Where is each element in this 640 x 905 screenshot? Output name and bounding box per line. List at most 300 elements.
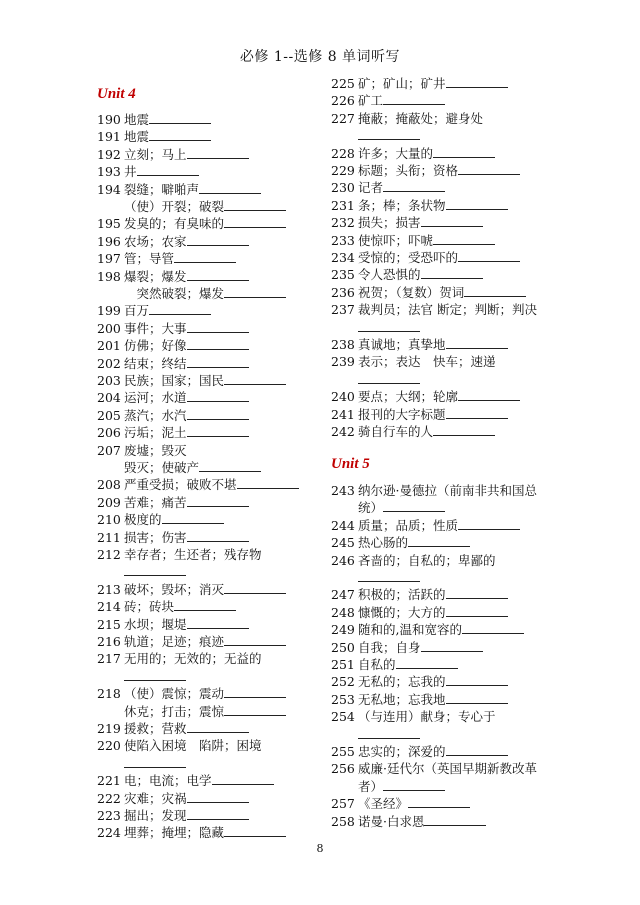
entry-meaning: 农场；农家 bbox=[124, 233, 187, 249]
entry-meaning: 破坏；毁坏；消灭 bbox=[124, 581, 225, 597]
vocab-entry bbox=[97, 617, 249, 632]
entry-number: 240 bbox=[331, 389, 355, 405]
answer-blank[interactable] bbox=[358, 570, 420, 582]
entry-meaning: 幸存者；生还者；残存物 bbox=[124, 547, 262, 562]
vocab-entry bbox=[97, 443, 187, 458]
entry-number: 230 bbox=[331, 180, 355, 196]
entry-meaning: 事件；大事 bbox=[124, 320, 187, 336]
entry-number: 254 bbox=[331, 709, 355, 725]
entry-meaning: 记者 bbox=[358, 180, 384, 196]
entry-number: 252 bbox=[331, 674, 355, 690]
vocab-entry bbox=[331, 146, 495, 161]
answer-blank[interactable] bbox=[446, 407, 508, 419]
entry-meaning: 埋葬；掩埋；隐藏 bbox=[124, 825, 225, 841]
vocab-entry bbox=[97, 634, 286, 649]
page-title: 必修 1--选修 8 单词听写 bbox=[239, 49, 401, 65]
answer-blank[interactable] bbox=[187, 321, 249, 333]
page-number: 8 bbox=[316, 842, 324, 855]
entry-meaning: 使惊吓；吓唬 bbox=[358, 232, 434, 248]
entry-number: 245 bbox=[331, 535, 355, 551]
answer-blank[interactable] bbox=[446, 744, 508, 756]
vocab-entry bbox=[331, 640, 483, 655]
entry-number: 247 bbox=[331, 587, 355, 603]
vocab-entry bbox=[331, 553, 496, 568]
vocab-entry bbox=[97, 721, 249, 736]
entry-number: 223 bbox=[97, 808, 121, 823]
entry-meaning: 井 bbox=[124, 164, 137, 180]
entry-meaning: 使陷入困境 陷阱；困境 bbox=[124, 738, 262, 754]
entry-meaning: 污垢；泥土 bbox=[124, 425, 187, 441]
entry-number: 246 bbox=[331, 552, 355, 568]
vocab-entry bbox=[97, 286, 286, 301]
vocab-entry bbox=[331, 570, 420, 585]
vocab-entry bbox=[331, 727, 420, 742]
answer-blank[interactable] bbox=[187, 721, 249, 733]
entry-meaning: 运河；水道 bbox=[124, 390, 187, 406]
entry-meaning: 裁判员；法官 断定；判断；判决 bbox=[358, 302, 537, 318]
answer-blank[interactable] bbox=[433, 146, 495, 158]
entry-number: 224 bbox=[97, 825, 121, 841]
answer-blank[interactable] bbox=[424, 814, 486, 826]
vocab-entry bbox=[97, 495, 249, 510]
vocab-entry bbox=[97, 477, 299, 492]
entry-number: 217 bbox=[97, 651, 121, 667]
entry-meaning: 条；棒；条状物 bbox=[358, 197, 446, 213]
entry-number: 229 bbox=[331, 163, 355, 178]
answer-blank[interactable] bbox=[162, 512, 224, 524]
entry-number: 209 bbox=[97, 494, 121, 510]
answer-blank[interactable] bbox=[187, 808, 249, 820]
entry-number: 234 bbox=[331, 250, 355, 265]
entry-meaning: 民族；国家；国民 bbox=[124, 373, 225, 388]
vocab-entry bbox=[97, 704, 286, 719]
entry-number: 207 bbox=[97, 442, 121, 458]
vocab-entry bbox=[97, 234, 249, 249]
entry-number: 192 bbox=[97, 146, 121, 162]
vocab-entry bbox=[331, 500, 445, 515]
entry-meaning: 吝啬的；自私的；卑鄙的 bbox=[358, 552, 496, 568]
answer-blank[interactable] bbox=[433, 424, 495, 436]
answer-blank[interactable] bbox=[446, 337, 508, 349]
vocab-entry bbox=[331, 744, 508, 759]
entry-number: 211 bbox=[97, 529, 121, 545]
entry-meaning: 忠实的；深爱的 bbox=[358, 744, 446, 759]
answer-blank[interactable] bbox=[187, 530, 249, 542]
answer-blank[interactable] bbox=[224, 199, 286, 211]
entry-number: 250 bbox=[331, 639, 355, 655]
answer-blank[interactable] bbox=[446, 587, 508, 599]
vocab-entry bbox=[97, 791, 249, 806]
answer-blank[interactable] bbox=[224, 686, 286, 698]
entry-meaning: （与连用）献身；专心于 bbox=[358, 709, 496, 725]
vocab-entry bbox=[97, 112, 211, 127]
answer-blank[interactable] bbox=[421, 267, 483, 279]
entry-number: 255 bbox=[331, 744, 355, 759]
answer-blank[interactable] bbox=[446, 674, 508, 686]
unit-heading: Unit 4 bbox=[97, 86, 136, 102]
vocab-entry bbox=[97, 808, 249, 823]
answer-blank[interactable] bbox=[358, 372, 420, 384]
answer-blank[interactable] bbox=[212, 773, 274, 785]
entry-number: 208 bbox=[97, 477, 121, 493]
answer-blank[interactable] bbox=[358, 128, 420, 140]
answer-blank[interactable] bbox=[187, 408, 249, 420]
vocab-entry bbox=[97, 199, 286, 214]
entry-meaning: 裂缝；噼啪声 bbox=[124, 181, 200, 197]
entry-number: 201 bbox=[97, 338, 121, 354]
entry-number: 244 bbox=[331, 517, 355, 533]
entry-number: 248 bbox=[331, 604, 355, 620]
entry-number: 242 bbox=[331, 424, 355, 439]
entry-meaning: 突然破裂；爆发 bbox=[124, 286, 225, 301]
vocab-entry bbox=[331, 320, 420, 335]
entry-meaning: 掩蔽；掩蔽处；避身处 bbox=[358, 110, 484, 126]
vocab-entry bbox=[331, 163, 520, 178]
entry-meaning: 纳尔逊·曼德拉（前南非共和国总 bbox=[358, 483, 537, 498]
answer-blank[interactable] bbox=[224, 704, 286, 716]
entry-number: 227 bbox=[331, 110, 355, 126]
entry-meaning: 百万 bbox=[124, 303, 150, 319]
entry-number: 214 bbox=[97, 599, 121, 615]
entry-meaning: 报刊的大字标题 bbox=[358, 406, 446, 422]
entry-meaning: 矿；矿山；矿井 bbox=[358, 76, 446, 91]
answer-blank[interactable] bbox=[187, 234, 249, 246]
entry-number: 231 bbox=[331, 197, 355, 213]
answer-blank[interactable] bbox=[124, 756, 186, 768]
entry-meaning: （使）开裂；破裂 bbox=[124, 199, 225, 214]
vocab-entry bbox=[331, 814, 486, 829]
entry-number: 228 bbox=[331, 145, 355, 161]
entry-number: 196 bbox=[97, 233, 121, 249]
vocab-entry bbox=[331, 302, 537, 317]
vocab-entry bbox=[97, 460, 261, 475]
vocab-entry bbox=[331, 337, 508, 352]
vocab-entry bbox=[97, 303, 211, 318]
entry-number: 222 bbox=[97, 790, 121, 806]
entry-meaning: 苦难；痛苦 bbox=[124, 494, 187, 510]
answer-blank[interactable] bbox=[383, 779, 445, 791]
vocab-entry bbox=[331, 709, 496, 724]
entry-number: 195 bbox=[97, 216, 121, 232]
answer-blank[interactable] bbox=[464, 285, 526, 297]
answer-blank[interactable] bbox=[187, 356, 249, 368]
answer-blank[interactable] bbox=[149, 112, 211, 124]
answer-blank[interactable] bbox=[187, 390, 249, 402]
entry-meaning: （使）震惊；震动 bbox=[124, 686, 225, 702]
entry-number: 213 bbox=[97, 581, 121, 597]
entry-number: 220 bbox=[97, 738, 121, 754]
answer-blank[interactable] bbox=[396, 657, 458, 669]
entry-meaning: 随和的,温和宽容的 bbox=[358, 622, 462, 638]
entry-number: 226 bbox=[331, 93, 355, 109]
entry-number: 212 bbox=[97, 547, 121, 562]
answer-blank[interactable] bbox=[124, 564, 186, 576]
answer-blank[interactable] bbox=[224, 373, 286, 385]
unit-heading: Unit 5 bbox=[331, 456, 370, 472]
vocab-entry bbox=[97, 321, 249, 336]
vocab-entry bbox=[331, 796, 470, 811]
entry-number: 193 bbox=[97, 164, 121, 180]
vocab-entry bbox=[97, 669, 186, 684]
entry-meaning: 骑自行车的人 bbox=[358, 424, 434, 439]
answer-blank[interactable] bbox=[199, 182, 261, 194]
vocab-entry bbox=[97, 251, 236, 266]
vocab-entry bbox=[97, 269, 249, 284]
entry-meaning: 损害；伤害 bbox=[124, 529, 187, 545]
entry-meaning: 极度的 bbox=[124, 512, 162, 528]
entry-meaning: 掘出；发现 bbox=[124, 808, 187, 823]
vocab-entry bbox=[97, 147, 249, 162]
entry-number: 243 bbox=[331, 483, 355, 498]
vocab-entry bbox=[97, 686, 286, 701]
answer-blank[interactable] bbox=[383, 500, 445, 512]
vocab-entry bbox=[97, 738, 262, 753]
vocab-entry bbox=[331, 779, 445, 794]
vocab-entry bbox=[331, 76, 508, 91]
vocab-entry bbox=[97, 356, 249, 371]
vocab-entry bbox=[331, 267, 483, 282]
entry-meaning: 矿工 bbox=[358, 93, 384, 109]
answer-blank[interactable] bbox=[174, 251, 236, 263]
vocab-entry bbox=[331, 354, 496, 369]
answer-blank[interactable] bbox=[408, 535, 470, 547]
answer-blank[interactable] bbox=[408, 796, 470, 808]
answer-blank[interactable] bbox=[224, 634, 286, 646]
entry-meaning: 严重受损；破败不堪 bbox=[124, 477, 237, 493]
vocab-entry bbox=[97, 338, 249, 353]
answer-blank[interactable] bbox=[446, 692, 508, 704]
vocab-entry bbox=[331, 657, 458, 672]
vocab-entry bbox=[331, 587, 508, 602]
entry-meaning: 诺曼·白求恩 bbox=[358, 813, 425, 829]
entry-number: 191 bbox=[97, 129, 121, 145]
vocab-entry bbox=[331, 111, 483, 126]
answer-blank[interactable] bbox=[224, 582, 286, 594]
answer-blank[interactable] bbox=[446, 76, 508, 88]
vocab-entry bbox=[97, 582, 286, 597]
entry-meaning: 标题；头衔；资格 bbox=[358, 163, 459, 178]
vocab-entry bbox=[97, 599, 236, 614]
entry-number: 215 bbox=[97, 616, 121, 632]
entry-meaning: 电；电流；电学 bbox=[124, 773, 212, 789]
vocab-entry bbox=[97, 425, 249, 440]
vocab-entry bbox=[331, 535, 470, 550]
answer-blank[interactable] bbox=[358, 727, 420, 739]
entry-meaning: 自我；自身 bbox=[358, 639, 421, 655]
entry-meaning: 祝贺；（复数）贺词 bbox=[358, 284, 465, 300]
entry-meaning: 轨道；足迹；痕迹 bbox=[124, 634, 225, 649]
entry-meaning: 要点；大纲；轮廓 bbox=[358, 389, 459, 405]
entry-meaning: 援救；营救 bbox=[124, 721, 187, 736]
vocab-entry bbox=[97, 756, 186, 771]
vocab-entry bbox=[97, 129, 211, 144]
entry-meaning: 表示；表达 快车；速递 bbox=[358, 354, 496, 370]
answer-blank[interactable] bbox=[358, 320, 420, 332]
entry-number: 225 bbox=[331, 76, 355, 91]
vocab-entry bbox=[331, 250, 520, 265]
entry-number: 219 bbox=[97, 721, 121, 736]
vocab-entry bbox=[331, 233, 495, 248]
entry-meaning: 统） bbox=[358, 500, 384, 516]
entry-number: 190 bbox=[97, 112, 121, 127]
answer-blank[interactable] bbox=[458, 389, 520, 401]
answer-blank[interactable] bbox=[237, 477, 299, 489]
answer-blank[interactable] bbox=[224, 216, 286, 228]
answer-blank[interactable] bbox=[383, 93, 445, 105]
vocab-entry bbox=[331, 605, 508, 620]
entry-meaning: 自私的 bbox=[358, 657, 396, 672]
entry-meaning: 结束；终结 bbox=[124, 355, 187, 371]
vocab-entry bbox=[331, 198, 508, 213]
answer-blank[interactable] bbox=[187, 147, 249, 159]
entry-meaning: 质量；品质；性质 bbox=[358, 517, 459, 533]
answer-blank[interactable] bbox=[224, 286, 286, 298]
answer-blank[interactable] bbox=[421, 215, 483, 227]
entry-number: 232 bbox=[331, 215, 355, 231]
entry-meaning: 真诚地；真挚地 bbox=[358, 337, 446, 352]
vocab-entry bbox=[97, 512, 224, 527]
vocab-entry bbox=[97, 373, 286, 388]
entry-number: 237 bbox=[331, 302, 355, 318]
vocab-entry bbox=[331, 674, 508, 689]
entry-number: 202 bbox=[97, 355, 121, 371]
answer-blank[interactable] bbox=[433, 233, 495, 245]
answer-blank[interactable] bbox=[149, 303, 211, 315]
answer-blank[interactable] bbox=[224, 825, 286, 837]
entry-number: 194 bbox=[97, 181, 121, 197]
entry-number: 200 bbox=[97, 320, 121, 336]
answer-blank[interactable] bbox=[187, 269, 249, 281]
answer-blank[interactable] bbox=[174, 599, 236, 611]
entry-meaning: 灾难；灾祸 bbox=[124, 790, 187, 806]
vocab-entry bbox=[97, 530, 249, 545]
vocab-entry bbox=[331, 215, 483, 230]
vocab-entry bbox=[97, 651, 262, 666]
entry-meaning: 者） bbox=[358, 778, 384, 794]
vocab-entry bbox=[97, 408, 249, 423]
entry-meaning: 损失；损害 bbox=[358, 215, 421, 231]
entry-meaning: 蒸汽；水汽 bbox=[124, 407, 187, 423]
vocab-entry bbox=[331, 372, 420, 387]
vocab-entry bbox=[331, 128, 420, 143]
entry-number: 233 bbox=[331, 232, 355, 248]
entry-meaning: 管；导管 bbox=[124, 251, 175, 267]
entry-number: 204 bbox=[97, 390, 121, 406]
entry-number: 210 bbox=[97, 512, 121, 528]
entry-number: 205 bbox=[97, 407, 121, 423]
vocab-entry bbox=[97, 825, 286, 840]
entry-number: 257 bbox=[331, 796, 355, 812]
vocab-entry bbox=[97, 564, 186, 579]
answer-blank[interactable] bbox=[187, 495, 249, 507]
entry-number: 238 bbox=[331, 337, 355, 352]
vocab-entry bbox=[97, 216, 286, 231]
answer-blank[interactable] bbox=[421, 640, 483, 652]
entry-meaning: 《圣经》 bbox=[358, 796, 409, 812]
entry-number: 249 bbox=[331, 622, 355, 638]
vocab-entry bbox=[331, 622, 524, 637]
entry-meaning: 地震 bbox=[124, 112, 150, 127]
answer-blank[interactable] bbox=[187, 791, 249, 803]
answer-blank[interactable] bbox=[187, 617, 249, 629]
entry-meaning: 令人恐惧的 bbox=[358, 267, 421, 283]
entry-number: 216 bbox=[97, 634, 121, 649]
entry-number: 256 bbox=[331, 761, 355, 777]
vocab-entry bbox=[97, 547, 262, 562]
entry-number: 203 bbox=[97, 373, 121, 388]
entry-meaning: 休克；打击；震惊 bbox=[124, 703, 225, 719]
vocab-entry bbox=[97, 182, 261, 197]
answer-blank[interactable] bbox=[199, 460, 261, 472]
entry-meaning: 慷慨的；大方的 bbox=[358, 604, 446, 620]
vocab-entry bbox=[331, 692, 508, 707]
answer-blank[interactable] bbox=[458, 163, 520, 175]
vocab-entry bbox=[331, 518, 520, 533]
entry-number: 258 bbox=[331, 813, 355, 829]
entry-number: 241 bbox=[331, 406, 355, 422]
answer-blank[interactable] bbox=[187, 425, 249, 437]
entry-meaning: 废墟；毁灭 bbox=[124, 442, 187, 458]
entry-meaning: 水坝；堰堤 bbox=[124, 616, 187, 632]
vocab-entry bbox=[331, 761, 537, 776]
vocab-entry bbox=[331, 93, 445, 108]
answer-blank[interactable] bbox=[383, 180, 445, 192]
vocab-entry bbox=[97, 390, 249, 405]
entry-number: 218 bbox=[97, 686, 121, 702]
entry-number: 251 bbox=[331, 657, 355, 672]
vocab-entry bbox=[331, 180, 445, 195]
entry-meaning: 仿佛；好像 bbox=[124, 338, 187, 354]
answer-blank[interactable] bbox=[458, 250, 520, 262]
entry-number: 206 bbox=[97, 425, 121, 441]
answer-blank[interactable] bbox=[446, 198, 508, 210]
entry-meaning: 立刻；马上 bbox=[124, 146, 187, 162]
entry-number: 199 bbox=[97, 303, 121, 319]
entry-number: 221 bbox=[97, 773, 121, 789]
vocab-entry bbox=[331, 285, 526, 300]
entry-meaning: 地震 bbox=[124, 129, 150, 145]
entry-meaning: 爆裂；爆发 bbox=[124, 268, 187, 284]
answer-blank[interactable] bbox=[124, 669, 186, 681]
entry-meaning: 积极的；活跃的 bbox=[358, 587, 446, 603]
answer-blank[interactable] bbox=[137, 164, 199, 176]
vocab-entry bbox=[97, 773, 274, 788]
vocab-entry bbox=[331, 483, 537, 498]
entry-meaning: 无用的；无效的；无益的 bbox=[124, 651, 262, 667]
entry-meaning: 热心肠的 bbox=[358, 535, 409, 551]
vocab-entry bbox=[331, 424, 495, 439]
entry-meaning: 威廉·廷代尔（英国早期新教改革 bbox=[358, 761, 537, 777]
entry-meaning: 无私地；忘我地 bbox=[358, 691, 446, 707]
entry-meaning: 发臭的；有臭味的 bbox=[124, 216, 225, 232]
vocab-entry bbox=[97, 164, 199, 179]
entry-meaning: 许多；大量的 bbox=[358, 145, 434, 161]
entry-number: 253 bbox=[331, 691, 355, 707]
answer-blank[interactable] bbox=[149, 129, 211, 141]
entry-meaning: 无私的；忘我的 bbox=[358, 674, 446, 690]
entry-meaning: 受惊的；受恐吓的 bbox=[358, 250, 459, 265]
answer-blank[interactable] bbox=[462, 622, 524, 634]
entry-number: 235 bbox=[331, 267, 355, 283]
answer-blank[interactable] bbox=[187, 338, 249, 350]
entry-number: 198 bbox=[97, 268, 121, 284]
entry-meaning: 毁灭；使破产 bbox=[124, 460, 200, 475]
entry-meaning: 砖；砖块 bbox=[124, 599, 175, 615]
answer-blank[interactable] bbox=[458, 518, 520, 530]
answer-blank[interactable] bbox=[446, 605, 508, 617]
vocab-entry bbox=[331, 389, 520, 404]
vocab-entry bbox=[331, 407, 508, 422]
